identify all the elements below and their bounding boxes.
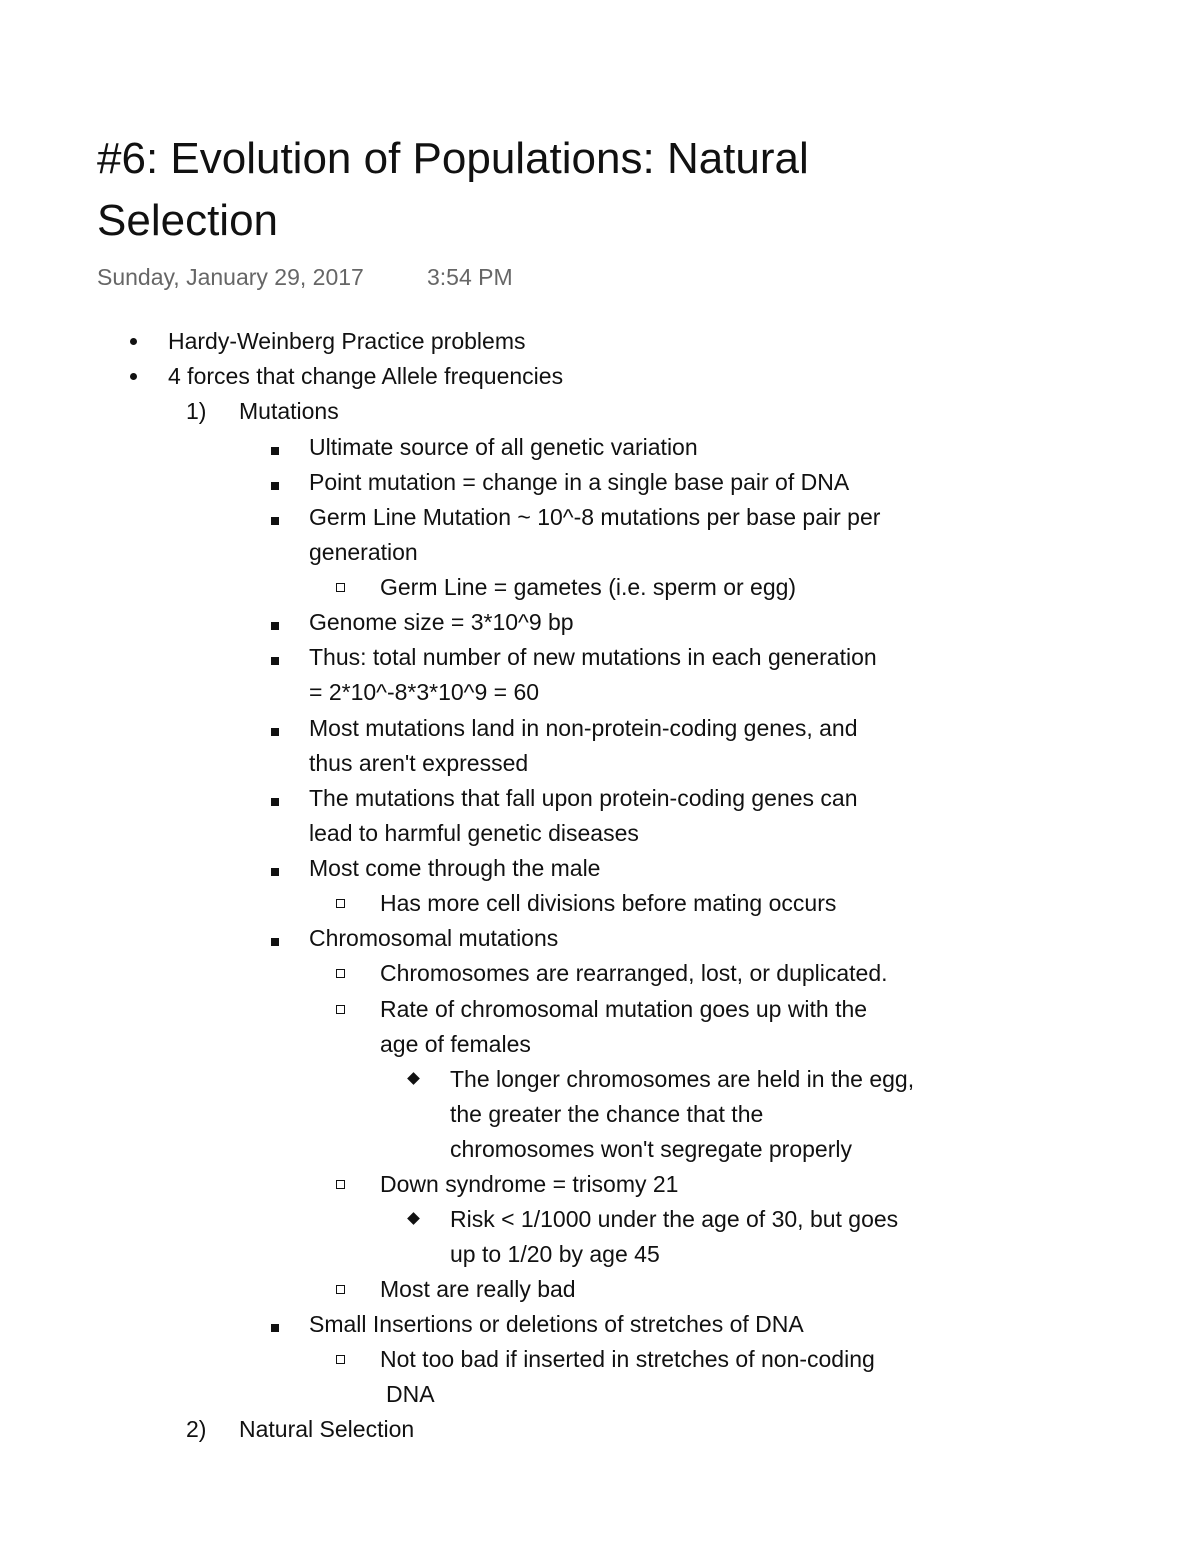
bullet-square-icon (271, 728, 279, 736)
note-item-continued: lead to harmful genetic diseases (309, 820, 639, 846)
bullet-hollow-square-icon (336, 1005, 345, 1014)
page-time: 3:54 PM (427, 264, 513, 290)
note-item: Point mutation = change in a single base pair of DNA (309, 469, 850, 495)
note-item: Most are really bad (380, 1276, 576, 1302)
note-item-continued: = 2*10^-8*3*10^9 = 60 (309, 679, 540, 705)
note-item: Germ Line Mutation ~ 10^-8 mutations per base pair per (309, 504, 881, 530)
note-heading: Natural Selection (239, 1416, 415, 1442)
bullet-hollow-square-icon (336, 969, 345, 978)
note-item: Most come through the male (309, 855, 601, 881)
note-item: Most mutations land in non-protein-coding genes, and (309, 715, 858, 741)
bullet-square-icon (271, 517, 279, 525)
note-item: Down syndrome = trisomy 21 (380, 1171, 679, 1197)
note-item: Not too bad if inserted in stretches of non-coding (380, 1346, 875, 1372)
note-item: Risk < 1/1000 under the age of 30, but goes (450, 1206, 899, 1232)
bullet-square-icon (271, 447, 279, 455)
note-item-continued: chromosomes won't segregate properly (450, 1136, 852, 1162)
note-item: The longer chromosomes are held in the egg, (450, 1066, 915, 1092)
note-item: Genome size = 3*10^9 bp (309, 609, 574, 635)
bullet-square-icon (271, 798, 279, 806)
bullet-square-icon (271, 868, 279, 876)
note-item: Thus: total number of new mutations in each generation (309, 644, 877, 670)
bullet-hollow-square-icon (336, 1355, 345, 1364)
note-item: Rate of chromosomal mutation goes up with the (380, 996, 868, 1022)
page-title-line-2: Selection (97, 196, 279, 245)
bullet-hollow-square-icon (336, 1285, 345, 1294)
note-item-continued: up to 1/20 by age 45 (450, 1241, 660, 1267)
list-number: 1) (186, 398, 207, 424)
note-item-continued: generation (309, 539, 418, 565)
note-item-continued: the greater the chance that the (450, 1101, 764, 1127)
page-title-line-1: #6: Evolution of Populations: Natural (97, 134, 809, 183)
bullet-hollow-square-icon (336, 1180, 345, 1189)
bullet-dot-icon (130, 338, 137, 345)
bullet-square-icon (271, 657, 279, 665)
note-item: Ultimate source of all genetic variation (309, 434, 698, 460)
bullet-square-icon (271, 938, 279, 946)
bullet-square-icon (271, 482, 279, 490)
note-item-continued: thus aren't expressed (309, 750, 529, 776)
page-date: Sunday, January 29, 2017 (97, 264, 364, 290)
note-heading: Mutations (239, 398, 339, 424)
bullet-diamond-icon (407, 1212, 420, 1225)
note-item: Chromosomes are rearranged, lost, or duplicated. (380, 960, 888, 986)
list-number: 2) (186, 1416, 207, 1442)
note-item: 4 forces that change Allele frequencies (168, 363, 564, 389)
note-item: The mutations that fall upon protein-coding genes can (309, 785, 858, 811)
note-item: Germ Line = gametes (i.e. sperm or egg) (380, 574, 797, 600)
bullet-hollow-square-icon (336, 583, 345, 592)
page-title (97, 128, 997, 252)
note-item: Has more cell divisions before mating occurs (380, 890, 837, 916)
bullet-hollow-square-icon (336, 899, 345, 908)
note-item: Hardy-Weinberg Practice problems (168, 328, 526, 354)
bullet-diamond-icon (407, 1072, 420, 1085)
note-item: Chromosomal mutations (309, 925, 559, 951)
note-item: Small Insertions or deletions of stretches of DNA (309, 1311, 804, 1337)
bullet-square-icon (271, 622, 279, 630)
bullet-square-icon (271, 1324, 279, 1332)
note-item-continued: age of females (380, 1031, 531, 1057)
note-item-continued: DNA (386, 1381, 435, 1407)
bullet-dot-icon (130, 373, 137, 380)
